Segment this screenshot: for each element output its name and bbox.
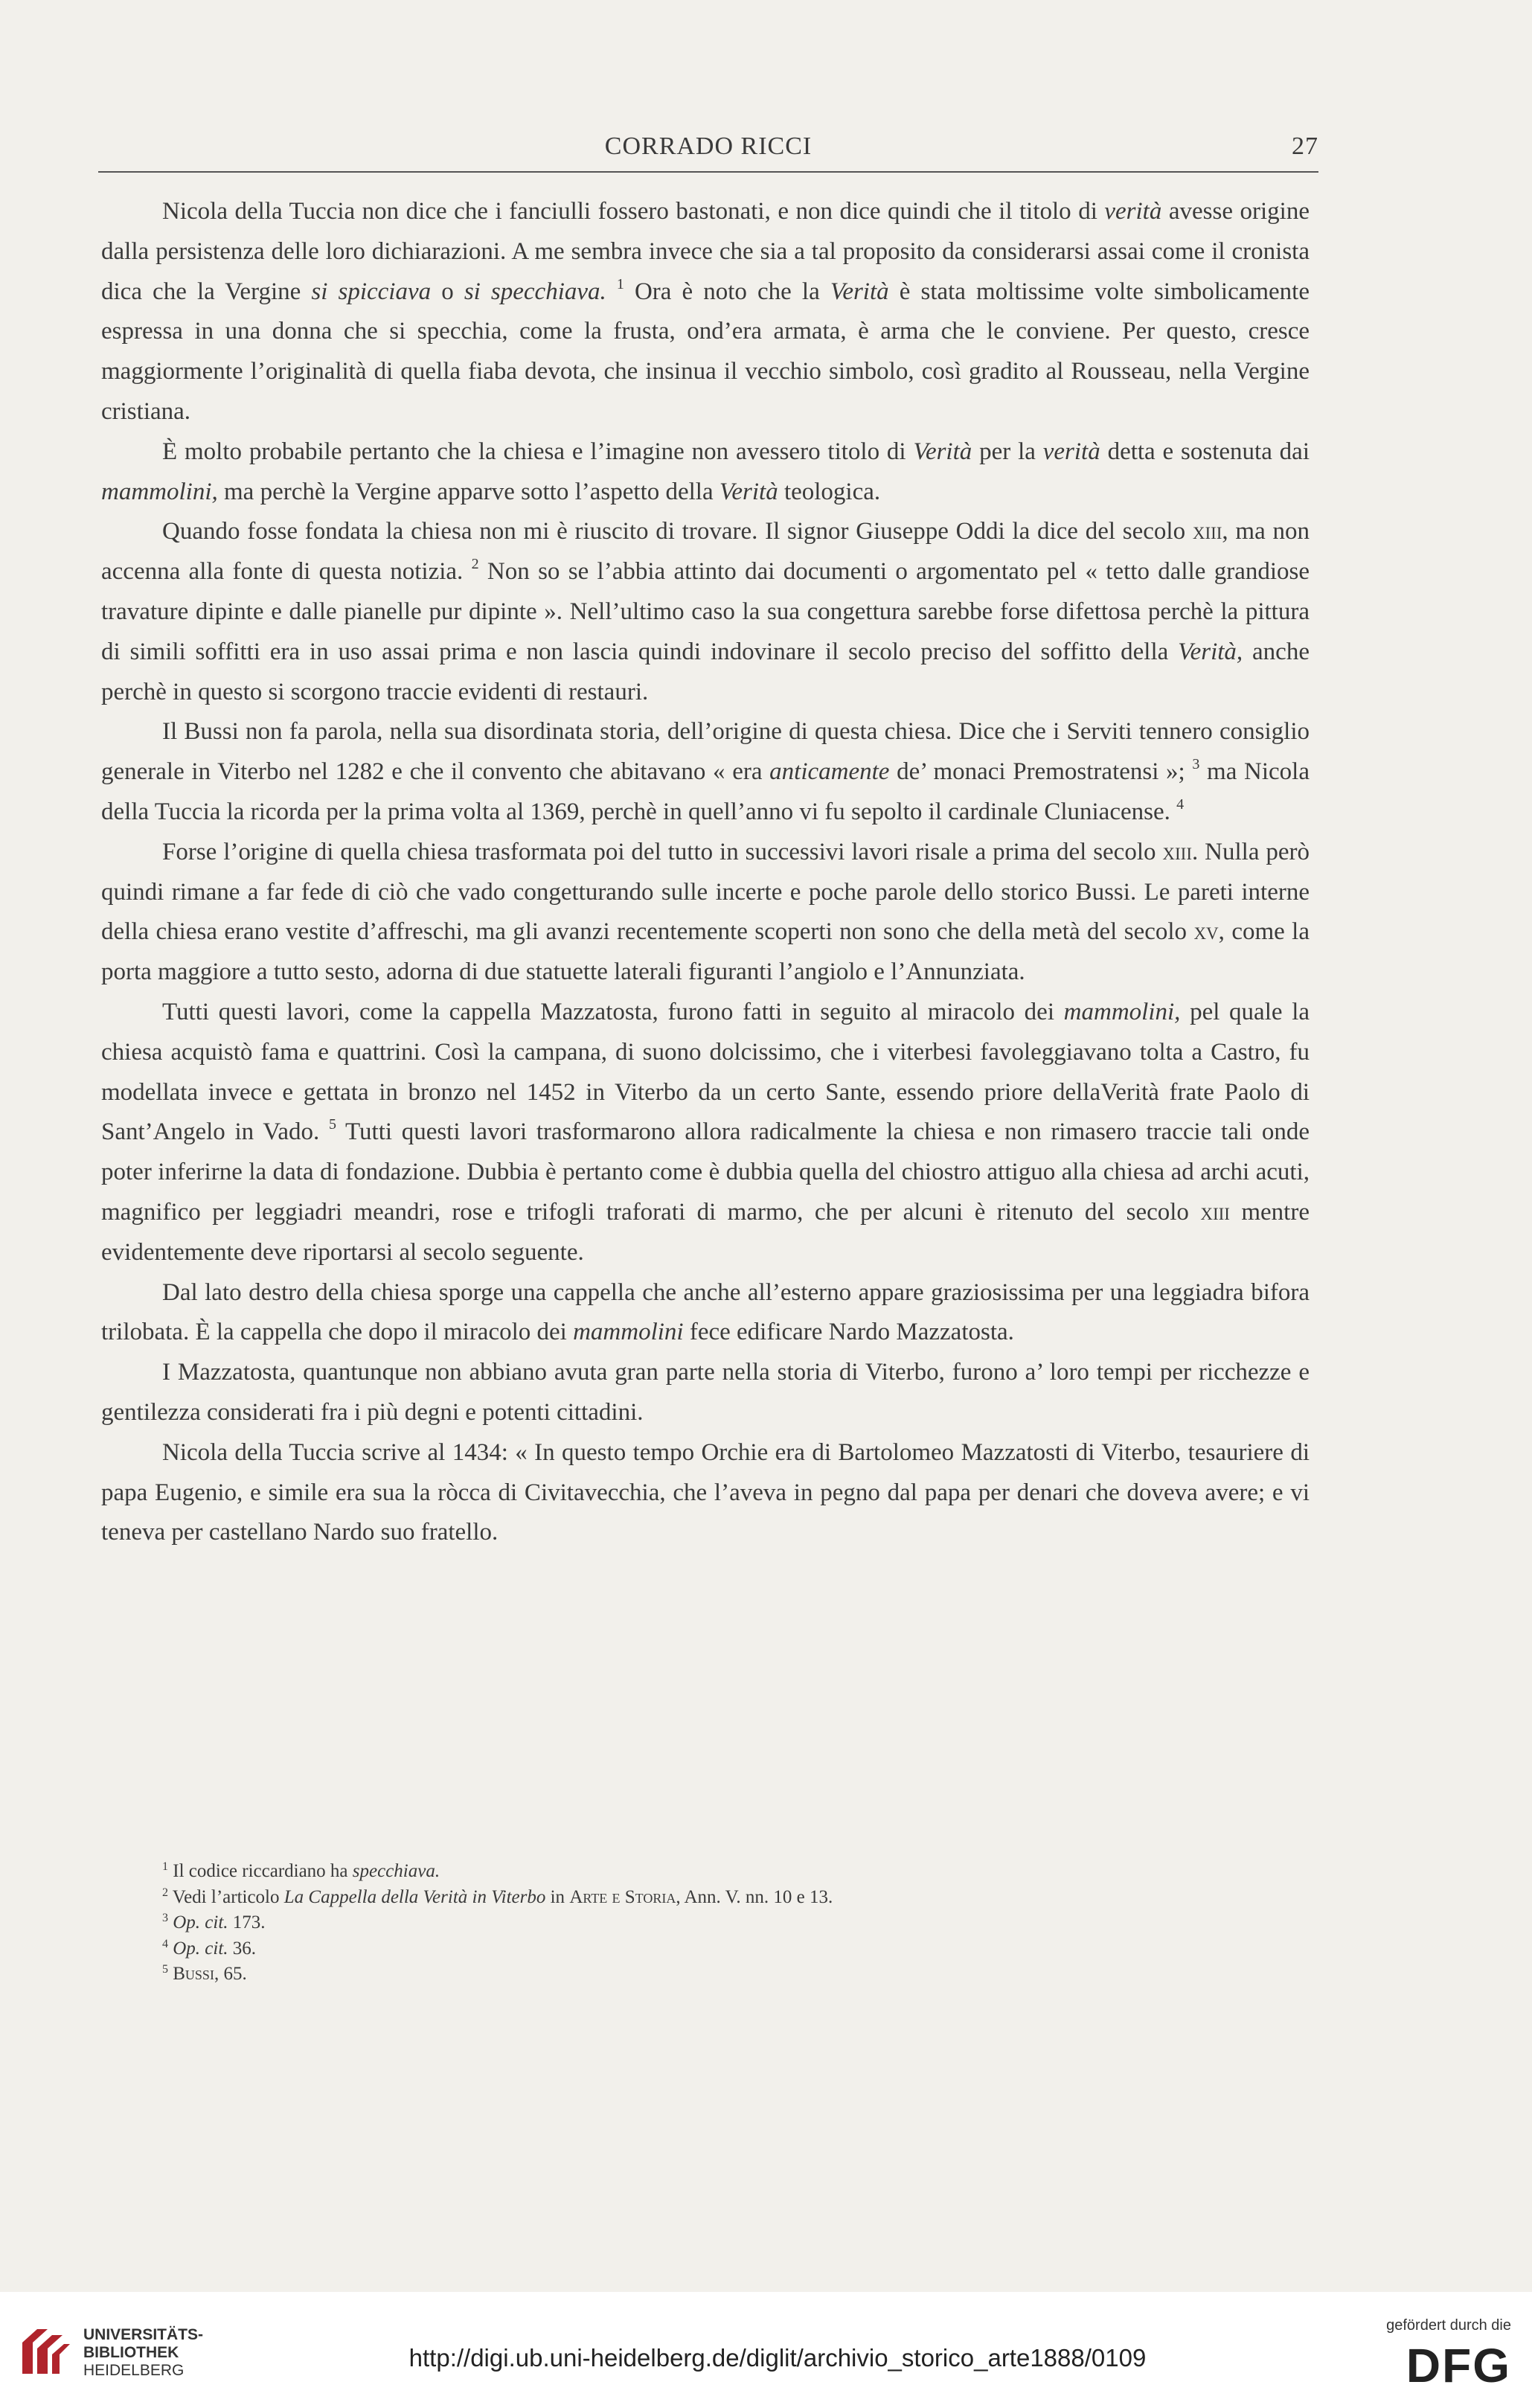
footnote-item <box>162 1910 1308 1936</box>
text-run: , ma non accenna alla fonte di questa notizia. <box>101 518 1310 586</box>
text-run: in <box>545 1886 570 1907</box>
text-run: xiii <box>1200 1198 1230 1226</box>
footnote-ref: 5 <box>328 1116 336 1133</box>
text-run: Tutti questi lavori trasformarono allora radicalmente la chiesa e non rimasero traccie tali onde poter inferirne la data di fondazione. Dubbia è pertanto come è dubbia quella del chiostro attiguo alla chiesa ad archi acuti, magnifico per leggiadri meandri, rose e trifogli traforati di marmo, che per alcuni è ritenuto del secolo <box>101 1118 1310 1226</box>
text-run: Non so se l’abbia attinto dai documenti o argomentato pel « tetto dalle grandiose travature dipinte e dalle pianelle pur dipinte ». Nell’ultimo caso la sua congettura sarebbe forse difettosa perchè la pittura di simili soffitti era in uso assai prima e non lascia quindi indovinare il secolo preciso del soffitto della <box>101 558 1310 665</box>
footnote-number: 3 <box>162 1912 168 1924</box>
dfg-logo[interactable]: DFG <box>1406 2339 1511 2392</box>
running-title: CORRADO RICCI <box>604 132 813 160</box>
footnote-ref: 1 <box>616 275 624 292</box>
text-run: si spicciava <box>311 278 432 305</box>
text-run: xiii <box>1162 838 1192 865</box>
text-run: Dal lato destro della chiesa sporge una cappella che anche all’esterno appare graziosissima per una leggiadra bifora trilobata. È la cappella che dopo il miracolo dei <box>101 1278 1310 1346</box>
text-run: xv <box>1193 918 1219 946</box>
library-name-line2: BIBLIOTHEK <box>83 2344 179 2361</box>
footnote-ref: 4 <box>1176 795 1185 813</box>
text-run: Op. cit. <box>173 1912 228 1933</box>
text-run: Op. cit. <box>173 1938 228 1959</box>
library-name <box>83 2326 203 2380</box>
text-run: pel quale la chiesa acquistò fama e quattrini. Così la campana, di suono dolcissimo, che i viterbesi favoleggiavano tolta a Castro, fu modellata invece e gettata in bronzo nel 1452 in Viterbo da un certo Sante, essendo priore dellaVerità frate Paolo di Sant’Angelo in Vado. <box>101 998 1310 1146</box>
running-head <box>98 132 1318 170</box>
text-run: , Ann. V. nn. 10 e 13. <box>676 1886 833 1907</box>
text-run: è stata moltissime volte simbolicamente espressa in una donna che si specchia, come la frusta, ond’era armata, è arma che le conviene. Per questo, cresce maggiormente l’originalità di quella fiaba devota, che insinua il vecchio simbolo, così gradito al Rousseau, nella Vergine cristiana. <box>101 278 1310 425</box>
text-run: o <box>431 278 464 305</box>
text-run: xiii <box>1192 518 1222 545</box>
text-run: avesse origine dalla persistenza delle loro dichiarazioni. A me sembra invece che sia a tal proposito da considerarsi assai come il cronista dica che la Vergine <box>101 198 1310 305</box>
footnote-item <box>162 1859 1308 1885</box>
text-run: ma Nicola della Tuccia la ricorda per la prima volta al 1369, perchè in quell’anno vi fu sepolto il cardinale Cluniacense. <box>101 758 1310 825</box>
text-run: Vedi l’articolo <box>168 1886 284 1907</box>
text-run: teologica. <box>778 478 881 505</box>
paragraph <box>101 833 1310 993</box>
text-run: mammolini, <box>1063 998 1181 1025</box>
text-run: La Cappella della Verità in Viterbo <box>283 1886 546 1907</box>
footnote-ref: 3 <box>1192 756 1200 773</box>
text-run: Nicola della Tuccia non dice che i fanciulli fossero bastonati, e non dice quindi che il titolo di <box>162 198 1105 225</box>
text-run: anticamente <box>769 758 890 786</box>
text-run: Nicola della Tuccia scrive al 1434: « In questo tempo Orchie era di Bartolomeo Mazzatosti di Viterbo, tesauriere di papa Eugenio, e simile era sua la ròcca di Civitavecchia, che l’aveva in pegno dal papa per denari che doveva avere; e vi teneva per castellano Nardo suo fratello. <box>101 1438 1310 1546</box>
header-rule <box>98 171 1318 173</box>
text-run: 173. <box>228 1912 266 1933</box>
text-run: Arte e Storia <box>569 1886 676 1907</box>
text-run: Verità <box>913 438 972 465</box>
text-run: mentre evidentemente deve riportarsi al secolo seguente. <box>101 1198 1310 1266</box>
paragraph <box>101 993 1310 1273</box>
text-run: verità <box>1042 438 1100 465</box>
library-name-line3: HEIDELBERG <box>83 2362 185 2379</box>
text-run: . Nulla però quindi rimane a far fede di ciò che vado congetturando sulle incerte e poche parole dello storico Bussi. Le pareti interne della chiesa erano vestite d’affreschi, ma gli avanzi recentemente scoperti non sono che della metà del secolo <box>101 838 1310 946</box>
text-run: Tutti questi lavori, come la cappella Mazzatosta, furono fatti in seguito al miracolo dei <box>162 998 1064 1025</box>
text-run: si specchiava. <box>464 278 606 305</box>
text-run: verità <box>1104 198 1162 225</box>
text-run: , 65. <box>214 1964 247 1984</box>
source-url-link[interactable]: http://digi.ub.uni-heidelberg.de/diglit/archivio_storico_arte1888/0109 <box>408 2344 1147 2372</box>
text-run: specchiava. <box>352 1861 440 1881</box>
text-run: anche perchè in questo si scorgono traccie evidenti di restauri. <box>101 638 1310 705</box>
text-run: Verità <box>830 278 889 305</box>
paragraph <box>101 712 1310 832</box>
text-run: ma perchè la Vergine apparve sotto l’aspetto della <box>217 478 719 505</box>
text-run: per la <box>972 438 1043 465</box>
footnote-number: 5 <box>162 1963 168 1976</box>
library-logo-icon[interactable] <box>15 2322 74 2381</box>
footnotes <box>162 1859 1308 1988</box>
funding-note: gefördert durch die <box>1386 2317 1511 2334</box>
text-run: Bussi <box>173 1964 214 1984</box>
footnote-number: 1 <box>162 1860 168 1873</box>
footnote-number: 2 <box>162 1886 168 1899</box>
paragraph <box>101 192 1310 432</box>
page-number: 27 <box>1292 132 1318 160</box>
text-run: È molto probabile pertanto che la chiesa e l’imagine non avessero titolo di <box>162 438 914 465</box>
footnote-item <box>162 1885 1308 1911</box>
text-run: Verità <box>719 478 778 505</box>
text-run: Il codice riccardiano ha <box>168 1861 353 1881</box>
paragraph <box>101 1433 1310 1553</box>
text-run: fece edificare Nardo Mazzatosta. <box>683 1319 1014 1346</box>
text-run: 36. <box>228 1938 257 1959</box>
text-run: Forse l’origine di quella chiesa trasformata poi del tutto in successivi lavori risale a prima del secolo <box>162 838 1163 865</box>
text-run: Verità, <box>1178 638 1243 665</box>
footer-bar <box>0 2292 1532 2408</box>
text-run: mammolini, <box>101 478 218 505</box>
text-run: detta e sostenuta dai <box>1100 438 1310 465</box>
footnote-item <box>162 1962 1308 1988</box>
paragraph <box>101 1273 1310 1354</box>
text-run: de’ monaci Premostratensi »; <box>889 758 1193 786</box>
text-run: Ora è noto che la <box>624 278 830 305</box>
paragraph <box>101 512 1310 712</box>
paragraph <box>101 1353 1310 1433</box>
text-run: Il Bussi non fa parola, nella sua disordinata storia, dell’origine di questa chiesa. Dice che i Serviti tennero consiglio generale in Viterbo nel 1282 e che il convento che abitavano « era <box>101 718 1310 786</box>
library-name-line1: UNIVERSITÄTS- <box>83 2326 204 2343</box>
body-text <box>101 192 1310 1553</box>
footnote-ref: 2 <box>471 556 479 573</box>
text-run <box>606 278 617 305</box>
text-run: mammolini <box>573 1319 684 1346</box>
paragraph <box>101 432 1310 513</box>
text-run: , come la porta maggiore a tutto sesto, adorna di due statuette laterali figuranti l’angiolo e l’Annunziata. <box>101 918 1310 986</box>
footnote-item <box>162 1936 1308 1962</box>
footnote-number: 4 <box>162 1937 168 1950</box>
text-run: Quando fosse fondata la chiesa non mi è riuscito di trovare. Il signor Giuseppe Oddi la dice del secolo <box>162 518 1193 545</box>
text-run: I Mazzatosta, quantunque non abbiano avuta gran parte nella storia di Viterbo, furono a’ loro tempi per ricchezze e gentilezza considerati fra i più degni e potenti cittadini. <box>101 1359 1310 1426</box>
